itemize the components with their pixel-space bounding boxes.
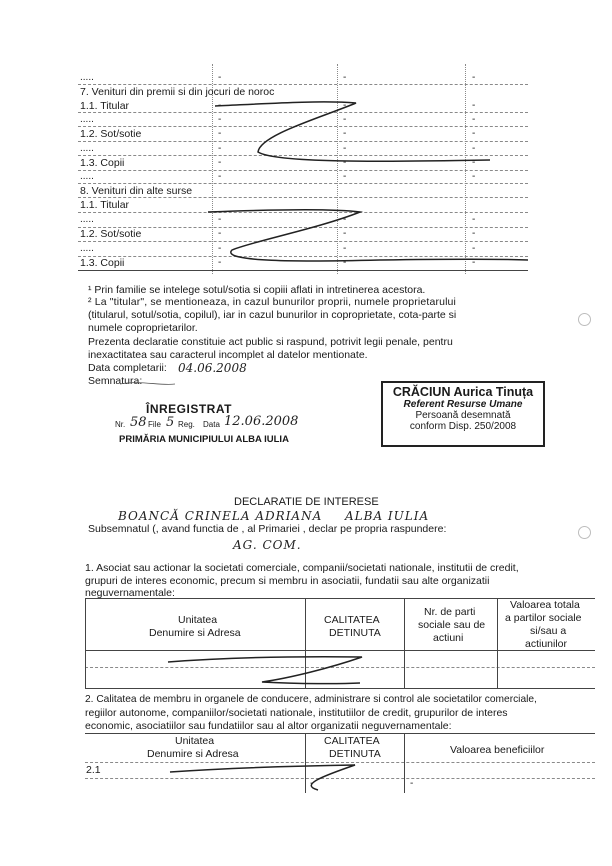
col-header-quality: CALITATEA xyxy=(324,735,380,747)
strike-mark xyxy=(208,210,528,261)
dash-cell: - xyxy=(472,100,476,111)
dash-cell: - xyxy=(343,243,347,254)
col-header-quality: CALITATEA xyxy=(324,614,380,626)
dash-cell: - xyxy=(472,257,476,268)
signature-mark xyxy=(120,383,175,385)
handwritten-name: BOANCĂ CRINELA ADRIANA xyxy=(118,509,323,523)
row-label-sotie: 1.2. Sot/sotie xyxy=(80,228,142,240)
dots-cell: ..... xyxy=(80,114,94,125)
dots-cell: ..... xyxy=(80,72,94,83)
section-1-line-3: neguvernamentale: xyxy=(85,587,175,599)
dash-cell: - xyxy=(218,171,222,182)
footnote-2-line-2: (titularul, sotul/sotia, copilul), iar in cazul bunurilor in coproprietate, cota-parte si xyxy=(88,309,457,321)
dash-cell: - xyxy=(343,228,347,239)
footnote-2-line-3: numele coproprietarilor. xyxy=(88,322,198,334)
row-label-titular: 1.1. Titular xyxy=(80,199,130,211)
dash-cell: - xyxy=(218,157,222,168)
interest-declaration-title: DECLARATIE DE INTERESE xyxy=(234,496,379,508)
col-header-shares: Nr. de parti xyxy=(424,606,476,618)
handwritten-city: ALBA IULIA xyxy=(345,509,430,523)
dash-cell: - xyxy=(472,72,476,83)
dash-cell: - xyxy=(218,100,222,111)
dash-cell: - xyxy=(472,114,476,125)
strike-mark xyxy=(215,102,490,161)
row-label-sotie: 1.2. Sot/sotie xyxy=(80,128,142,140)
row-label-copii: 1.3. Copii xyxy=(80,257,125,269)
row-2-1-label: 2.1 xyxy=(86,764,101,776)
col-header-value-sub3: actiunilor xyxy=(525,638,568,650)
dash-cell: - xyxy=(472,171,476,182)
dash-cell: - xyxy=(343,114,347,125)
stamp-date-label: Data xyxy=(203,420,220,429)
dash-cell: - xyxy=(343,72,347,83)
col-header-shares-sub: sociale sau de xyxy=(418,619,486,631)
dash-cell: - xyxy=(343,100,347,111)
stamp-file-value: 5 xyxy=(166,415,175,430)
stamp-file-label: File xyxy=(148,420,161,429)
signature-label: Semnatura: xyxy=(88,375,143,387)
col-header-value-sub2: si/sau a xyxy=(530,625,567,637)
row-label-titular: 1.1. Titular xyxy=(80,100,130,112)
dash-cell: - xyxy=(410,778,414,789)
strike-mark xyxy=(168,657,362,684)
section-2-line-2: regiilor autonome, companiilor/societati nationale, institutiilor de credit, grupurilor de interes xyxy=(85,707,508,719)
stamp-institution: PRIMĂRIA MUNICIPIULUI ALBA IULIA xyxy=(119,434,289,445)
dash-cell: - xyxy=(218,257,222,268)
dash-cell: - xyxy=(218,128,222,139)
stamp-date-value: 12.06.2008 xyxy=(224,414,299,429)
dash-cell: - xyxy=(343,171,347,182)
dash-cell: - xyxy=(218,243,222,254)
dash-cell: - xyxy=(472,243,476,254)
col-header-unit: Unitatea xyxy=(178,614,218,626)
dash-cell: - xyxy=(343,128,347,139)
dots-cell: ..... xyxy=(80,171,94,182)
date-value-handwritten: 04.06.2008 xyxy=(178,361,247,375)
dash-cell: - xyxy=(218,72,222,83)
footnote-1: ¹ Prin familie se intelege sotul/sotia si copiii aflati in intretinerea acestora. xyxy=(88,284,426,296)
intro-line: Subsemnatul (, avand functia de , al Primariei , declar pe propria raspundere: xyxy=(88,523,447,535)
dash-cell: - xyxy=(218,143,222,154)
dash-cell: - xyxy=(218,214,222,225)
col-header-benefits: Valoarea beneficiilor xyxy=(450,744,545,756)
referent-disposition: conform Disp. 250/2008 xyxy=(409,421,517,432)
dots-cell: ..... xyxy=(80,143,94,154)
dash-cell: - xyxy=(472,157,476,168)
row-label-copii: 1.3. Copii xyxy=(80,157,125,169)
dash-cell: - xyxy=(472,228,476,239)
strike-mark xyxy=(170,765,355,790)
dash-cell: - xyxy=(343,143,347,154)
referent-designation: Persoană desemnată xyxy=(415,410,511,421)
col-header-unit-sub: Denumire si Adresa xyxy=(149,627,241,639)
stamp-reg-label: Reg. xyxy=(178,420,195,429)
col-header-value: Valoarea totala xyxy=(510,599,580,611)
dots-cell: ..... xyxy=(80,243,94,254)
col-header-unit-sub: Denumire si Adresa xyxy=(147,748,239,760)
col-header-unit: Unitatea xyxy=(175,735,215,747)
col-header-quality-sub: DETINUTA xyxy=(329,748,381,760)
dash-cell: - xyxy=(343,157,347,168)
dash-cell: - xyxy=(472,214,476,225)
col-header-quality-sub: DETINUTA xyxy=(329,627,381,639)
section-1-line-2: grupuri de interes economic, precum si membru in asociatii, fundatii sau alte organizatii xyxy=(85,575,490,587)
date-label: Data completarii: xyxy=(88,362,167,374)
dash-cell: - xyxy=(218,228,222,239)
stamp-nr-label: Nr. xyxy=(115,420,126,429)
declaration-line-2: inexactitatea sau caracterul incomplet al datelor mentionate. xyxy=(88,349,368,361)
section-2-line-1: 2. Calitatea de membru in organele de conducere, administrare si control ale societatilor comerciale, xyxy=(85,694,537,705)
referent-name: CRĂCIUN Aurica Tinuța xyxy=(392,385,534,399)
dash-cell: - xyxy=(343,214,347,225)
dots-cell: ..... xyxy=(80,214,94,225)
section-7-title: 7. Venituri din premii si din jocuri de noroc xyxy=(80,86,275,98)
handwritten-role: AG. COM. xyxy=(233,538,302,552)
footnote-2-line-1: ² La "titular", se mentioneaza, in cazul bunurilor proprii, numele proprietarului xyxy=(88,296,457,308)
col-header-value-sub: a partilor sociale xyxy=(505,612,582,624)
dash-cell: - xyxy=(218,114,222,125)
stamp-title: ÎNREGISTRAT xyxy=(146,402,232,416)
section-2-line-3: economic, asociatiilor sau fundatiilor sau al altor organizatii neguvernamentale: xyxy=(85,720,452,732)
dash-cell: - xyxy=(310,778,314,789)
stamp-nr-value: 58 xyxy=(130,415,147,430)
dash-cell: - xyxy=(472,143,476,154)
declaration-line-1: Prezenta declaratie constituie act public si raspund, potrivit legii penale, pentru xyxy=(88,336,453,348)
section-8-title: 8. Venituri din alte surse xyxy=(80,185,193,197)
dash-cell: - xyxy=(472,128,476,139)
referent-role: Referent Resurse Umane xyxy=(403,399,523,410)
col-header-shares-sub2: actiuni xyxy=(433,632,464,644)
section-1-line-1: 1. Asociat sau actionar la societati comerciale, companii/societati nationale, institutii de credit, xyxy=(85,562,519,574)
dash-cell: - xyxy=(343,257,347,268)
